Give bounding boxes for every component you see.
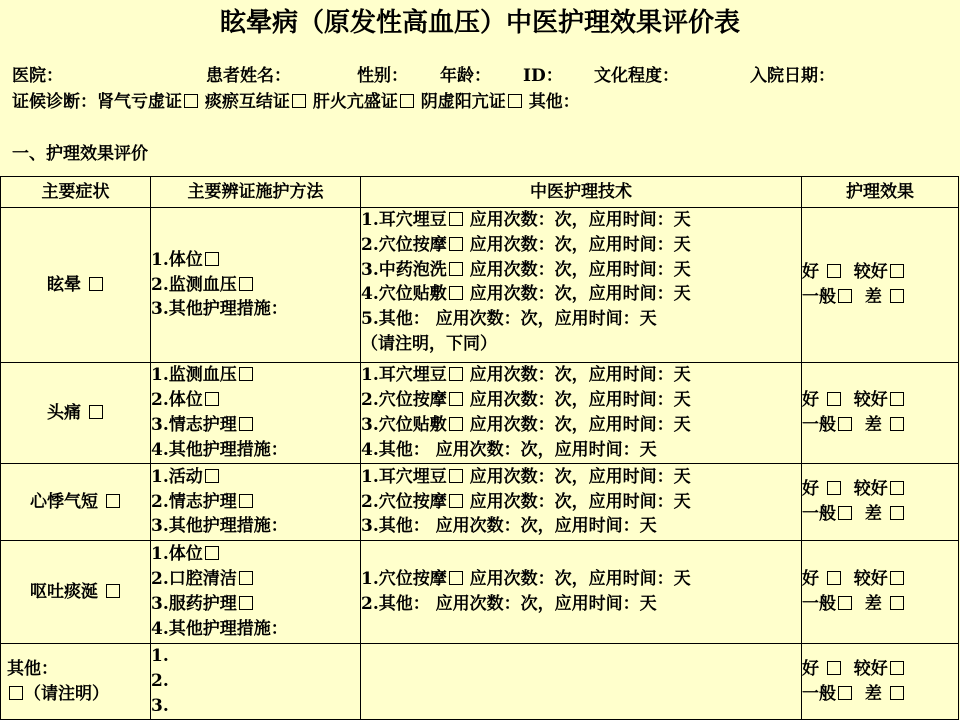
technique-item	[361, 282, 801, 307]
diagnosis-line	[12, 91, 580, 113]
method-label: 2.	[151, 671, 169, 692]
diagnosis-checkbox[interactable]	[400, 94, 414, 108]
usage-text: 应用次数：次，应用时间：天	[469, 234, 691, 255]
method-cell	[151, 464, 361, 541]
result-option: 较好	[853, 658, 888, 679]
column-header: 主要辨证施护方法	[151, 177, 361, 208]
symptom-note: （请注明）	[24, 683, 109, 704]
column-header: 中医护理技术	[361, 177, 802, 208]
technique-item	[361, 258, 801, 283]
symptom-checkbox[interactable]	[89, 277, 103, 291]
usage-text: 应用次数：次，应用时间：天	[469, 569, 691, 590]
method-item	[151, 514, 360, 539]
technique-item	[361, 413, 801, 438]
result-option: 好	[802, 479, 819, 500]
symptom-label: 心悸气短	[30, 491, 99, 512]
result-checkbox[interactable]	[827, 661, 841, 675]
method-checkbox[interactable]	[239, 494, 253, 508]
technique-item	[361, 514, 801, 539]
technique-cell	[361, 644, 802, 720]
technique-checkbox[interactable]	[449, 237, 463, 251]
method-item	[151, 388, 360, 413]
symptom-note-line	[7, 682, 150, 707]
technique-item	[361, 592, 801, 617]
result-option: 差	[864, 415, 882, 435]
technique-label: 1.耳穴埋豆	[361, 365, 447, 386]
technique-checkbox[interactable]	[449, 571, 463, 585]
usage-text: 应用次数：次，应用时间：天	[469, 365, 691, 386]
method-label: 2.情志护理	[151, 491, 237, 512]
method-label: 4.其他护理措施：	[151, 618, 288, 639]
method-cell	[151, 541, 361, 644]
method-checkbox[interactable]	[239, 417, 253, 431]
method-label: 2.监测血压	[151, 274, 237, 295]
result-line	[802, 413, 958, 438]
method-label: 3.其他护理措施：	[151, 516, 288, 537]
age-label: 年龄：	[440, 66, 491, 86]
method-item	[151, 694, 360, 719]
table-row	[1, 464, 959, 541]
method-item	[151, 542, 360, 567]
usage-text: 应用次数：次，应用时间：天	[435, 309, 657, 330]
technique-cell	[361, 541, 802, 644]
education-label: 文化程度：	[594, 66, 679, 86]
result-checkbox[interactable]	[890, 264, 904, 278]
technique-label: 4.其他：	[361, 439, 430, 460]
result-checkbox[interactable]	[838, 596, 852, 610]
result-checkbox[interactable]	[890, 661, 904, 675]
technique-item	[361, 567, 801, 592]
symptom-label: 其他：	[7, 658, 58, 679]
method-item	[151, 567, 360, 592]
usage-text: 应用次数：次，应用时间：天	[435, 516, 657, 537]
method-label: 3.服药护理	[151, 594, 237, 614]
gender-label: 性别：	[357, 66, 408, 86]
symptom-cell	[1, 208, 151, 363]
technique-item	[361, 490, 801, 515]
result-checkbox[interactable]	[838, 506, 852, 520]
method-item	[151, 465, 360, 490]
result-checkbox[interactable]	[890, 481, 904, 495]
result-option: 一般	[802, 504, 836, 524]
result-option: 好	[802, 569, 819, 590]
technique-cell	[361, 208, 802, 363]
method-label: 1.监测血压	[151, 365, 237, 386]
result-cell	[802, 464, 959, 541]
admission-date-label: 入院日期：	[750, 66, 835, 86]
method-item	[151, 617, 360, 642]
technique-checkbox[interactable]	[449, 392, 463, 406]
technique-item	[361, 208, 801, 233]
technique-cell	[361, 363, 802, 464]
method-checkbox[interactable]	[205, 392, 219, 406]
result-cell	[802, 644, 959, 720]
symptom-checkbox[interactable]	[89, 405, 103, 419]
result-option: 好	[802, 262, 819, 283]
technique-checkbox[interactable]	[449, 417, 463, 431]
technique-label: 2.其他：	[361, 594, 430, 614]
method-cell	[151, 363, 361, 464]
method-checkbox[interactable]	[239, 277, 253, 291]
method-label: 1.	[151, 646, 169, 667]
result-line	[802, 477, 958, 502]
result-option: 一般	[802, 415, 836, 435]
diagnosis-label: 证候诊断：	[12, 92, 97, 112]
section-title: 一、护理效果评价	[12, 144, 148, 164]
diagnosis-checkbox[interactable]	[292, 94, 306, 108]
result-checkbox[interactable]	[827, 392, 841, 406]
method-item	[151, 490, 360, 515]
method-item	[151, 273, 360, 298]
method-item	[151, 644, 360, 669]
result-checkbox[interactable]	[827, 264, 841, 278]
table-row	[1, 363, 959, 464]
result-checkbox[interactable]	[890, 686, 904, 700]
method-item	[151, 363, 360, 388]
result-cell	[802, 363, 959, 464]
method-cell	[151, 644, 361, 720]
usage-text: 应用次数：次，应用时间：天	[469, 259, 691, 280]
usage-text: 应用次数：次，应用时间：天	[435, 439, 657, 460]
evaluation-table	[0, 176, 959, 720]
method-checkbox[interactable]	[205, 546, 219, 560]
method-cell	[151, 208, 361, 363]
usage-text: 应用次数：次，应用时间：天	[469, 466, 691, 487]
result-line	[802, 502, 958, 527]
result-option: 较好	[853, 479, 888, 500]
result-cell	[802, 541, 959, 644]
result-checkbox[interactable]	[838, 417, 852, 431]
result-option: 好	[802, 390, 819, 411]
usage-text: 应用次数：次，应用时间：天	[469, 284, 691, 305]
method-label: 3.	[151, 695, 169, 716]
technique-label: 4.穴位贴敷	[361, 284, 447, 305]
technique-item	[361, 388, 801, 413]
table-row	[1, 208, 959, 363]
result-option: 较好	[853, 262, 888, 283]
result-option: 差	[864, 683, 882, 704]
method-item	[151, 438, 360, 463]
technique-label: 1.穴位按摩	[361, 569, 447, 590]
technique-label: 1.耳穴埋豆	[361, 210, 447, 230]
method-label: 1.体位	[151, 249, 203, 270]
technique-checkbox[interactable]	[449, 367, 463, 381]
diagnosis-option: 肝火亢盛证	[312, 92, 398, 112]
patient-name-label: 患者姓名：	[206, 66, 291, 86]
technique-checkbox[interactable]	[449, 262, 463, 276]
diagnosis-option: 阴虚阳亢证	[420, 92, 506, 112]
method-checkbox[interactable]	[205, 469, 219, 483]
table-row	[1, 644, 959, 720]
method-item	[151, 297, 360, 322]
method-item	[151, 413, 360, 438]
diagnosis-other-label: 其他：	[528, 92, 580, 112]
result-checkbox[interactable]	[890, 392, 904, 406]
technique-label: 3.穴位贴敷	[361, 415, 447, 435]
result-option: 一般	[802, 683, 836, 704]
technique-item	[361, 438, 801, 463]
method-label: 3.情志护理	[151, 415, 237, 435]
result-option: 一般	[802, 287, 836, 307]
result-checkbox[interactable]	[827, 481, 841, 495]
result-option: 差	[864, 504, 882, 524]
result-checkbox[interactable]	[890, 571, 904, 585]
result-option: 差	[864, 287, 882, 307]
result-option: 好	[802, 658, 819, 679]
hospital-label: 医院：	[12, 66, 63, 86]
column-header: 主要症状	[1, 177, 151, 208]
symptom-checkbox[interactable]	[9, 686, 23, 700]
diagnosis-checkbox[interactable]	[184, 94, 198, 108]
technique-label: 2.穴位按摩	[361, 491, 447, 512]
method-label: 1.体位	[151, 544, 203, 565]
result-checkbox[interactable]	[890, 417, 904, 431]
diagnosis-option: 肾气亏虚证	[97, 92, 182, 112]
result-cell	[802, 208, 959, 363]
result-option: 一般	[802, 594, 836, 614]
result-checkbox[interactable]	[890, 596, 904, 610]
technique-label: 5.其他：	[361, 309, 430, 330]
technique-cell	[361, 464, 802, 541]
result-option: 差	[864, 594, 882, 614]
method-label: 2.体位	[151, 390, 203, 411]
symptom-checkbox[interactable]	[106, 494, 120, 508]
result-line	[802, 592, 958, 617]
method-item	[151, 592, 360, 617]
result-checkbox[interactable]	[838, 686, 852, 700]
id-label: ID：	[523, 66, 563, 86]
result-checkbox[interactable]	[827, 571, 841, 585]
method-checkbox[interactable]	[239, 571, 253, 585]
symptom-label: 呕吐痰涎	[30, 581, 99, 602]
method-checkbox[interactable]	[239, 596, 253, 610]
table-header-row	[1, 177, 959, 208]
technique-note: （请注明，下同）	[361, 333, 497, 354]
result-line	[802, 567, 958, 592]
method-checkbox[interactable]	[205, 252, 219, 266]
symptom-cell	[1, 644, 151, 720]
technique-label: 1.耳穴埋豆	[361, 466, 447, 487]
technique-checkbox[interactable]	[449, 286, 463, 300]
technique-label: 3.其他：	[361, 516, 430, 537]
diagnosis-checkbox[interactable]	[508, 94, 522, 108]
usage-text: 应用次数：次，应用时间：天	[469, 210, 691, 230]
result-line	[802, 260, 958, 285]
result-checkbox[interactable]	[838, 289, 852, 303]
technique-item	[361, 465, 801, 490]
technique-checkbox[interactable]	[449, 469, 463, 483]
symptom-label: 眩晕	[47, 274, 82, 295]
result-line	[802, 285, 958, 310]
technique-checkbox[interactable]	[449, 212, 463, 226]
usage-text: 应用次数：次，应用时间：天	[469, 415, 691, 435]
usage-text: 应用次数：次，应用时间：天	[469, 390, 691, 411]
technique-item	[361, 363, 801, 388]
method-label: 1.活动	[151, 466, 203, 487]
result-line	[802, 657, 958, 682]
result-line	[802, 388, 958, 413]
symptom-label: 头痛	[47, 402, 82, 423]
symptom-cell	[1, 541, 151, 644]
usage-text: 应用次数：次，应用时间：天	[435, 594, 657, 614]
method-label: 3.其他护理措施：	[151, 299, 288, 320]
method-item	[151, 669, 360, 694]
technique-label: 3.中药泡洗	[361, 259, 447, 280]
method-item	[151, 248, 360, 273]
technique-item	[361, 307, 801, 332]
technique-checkbox[interactable]	[449, 494, 463, 508]
method-label: 2.口腔清洁	[151, 569, 237, 590]
symptom-checkbox[interactable]	[106, 584, 120, 598]
usage-text: 应用次数：次，应用时间：天	[469, 491, 691, 512]
diagnosis-option: 痰瘀互结证	[204, 92, 290, 112]
technique-item	[361, 332, 801, 357]
symptom-cell	[1, 464, 151, 541]
result-option: 较好	[853, 390, 888, 411]
result-line	[802, 682, 958, 707]
method-checkbox[interactable]	[239, 367, 253, 381]
result-option: 较好	[853, 569, 888, 590]
symptom-cell	[1, 363, 151, 464]
table-row	[1, 541, 959, 644]
result-checkbox[interactable]	[890, 289, 904, 303]
result-checkbox[interactable]	[890, 506, 904, 520]
technique-item	[361, 233, 801, 258]
technique-label: 2.穴位按摩	[361, 390, 447, 411]
method-label: 4.其他护理措施：	[151, 439, 288, 460]
column-header: 护理效果	[802, 177, 959, 208]
page-title: 眩晕病（原发性高血压）中医护理效果评价表	[219, 8, 740, 38]
technique-label: 2.穴位按摩	[361, 234, 447, 255]
